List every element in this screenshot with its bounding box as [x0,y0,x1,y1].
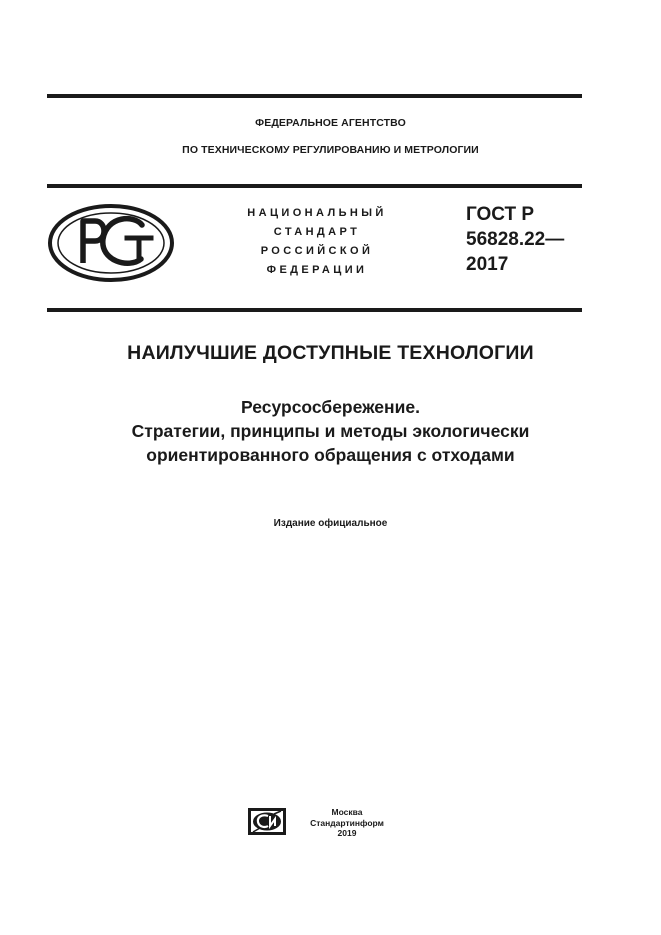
subtitle-line-2: Стратегии, принципы и методы экологически [131,421,530,441]
agency-line-1: ФЕДЕРАЛЬНОЕ АГЕНТСТВО [255,117,406,129]
standard-code [466,202,564,277]
top-rule [47,94,582,98]
standard-type-line-3: РОССИЙСКОЙ [260,245,374,257]
standard-type-line-1: НАЦИОНАЛЬНЫЙ [247,207,387,219]
publisher-info [306,807,388,839]
standard-type-line-2: СТАНДАРТ [273,226,361,238]
subtitle-line-3: ориентированного обращения с отходами [146,445,515,465]
upper-rule [47,184,582,188]
standard-code-line-3: 2017 [466,254,509,275]
standard-code-line-1: ГОСТ Р [466,204,535,225]
edition-label: Издание официальное [273,518,388,529]
standard-type-line-4: ФЕДЕРАЦИИ [266,264,368,276]
standard-code-line-2: 56828.22— [466,229,565,250]
gost-r-emblem-icon [47,203,175,283]
document-subtitle [0,395,661,467]
publisher-logo-icon [248,808,286,835]
publisher-year: 2019 [337,828,357,838]
subtitle-line-1: Ресурсосбережение. [241,397,420,417]
publisher-name: Стандартинформ [310,817,384,828]
document-title: НАИЛУЧШИЕ ДОСТУПНЫЕ ТЕХНОЛОГИИ [127,342,534,364]
agency-line-2: ПО ТЕХНИЧЕСКОМУ РЕГУЛИРОВАНИЮ И МЕТРОЛОГИИ [182,144,479,156]
lower-rule [47,308,582,312]
publisher-city: Москва [331,807,363,817]
